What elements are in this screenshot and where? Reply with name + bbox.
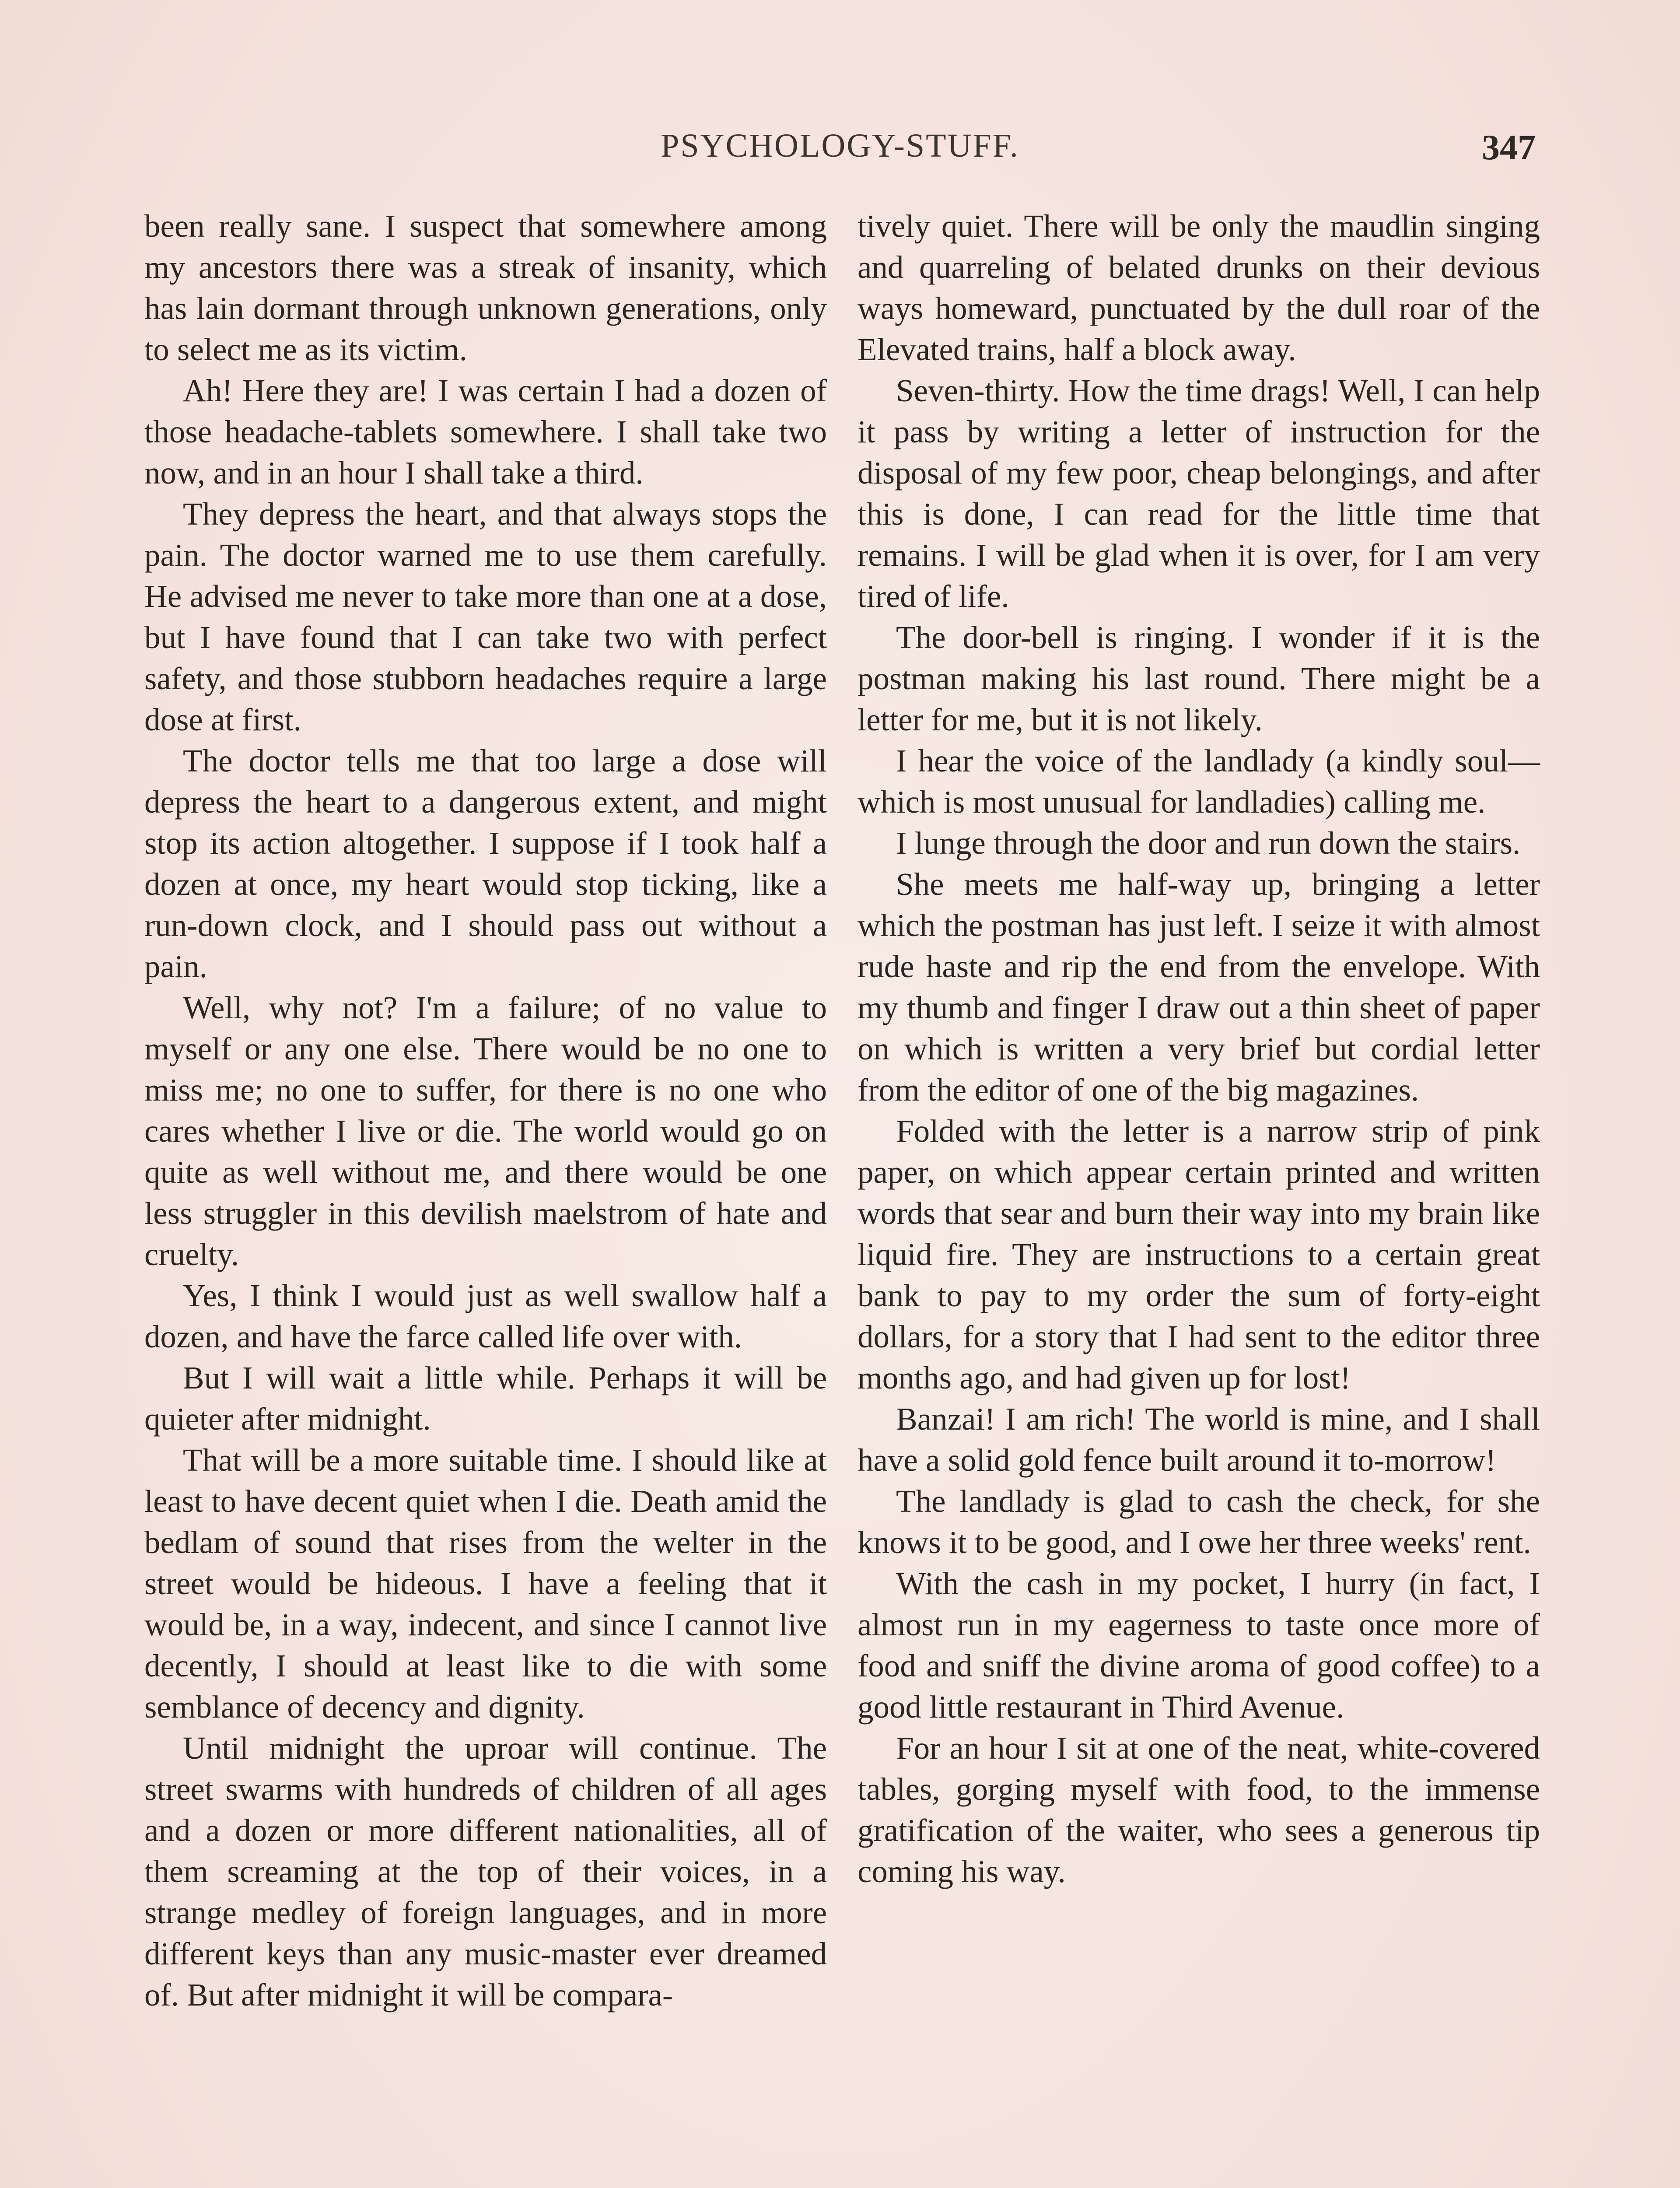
paragraph: Yes, I think I would just as well swallow half a dozen, and have the farce called life over with. <box>144 1278 827 1354</box>
paragraph: tively quiet. There will be only the maudlin singing and quarreling of belated drunks on their devious ways homeward, punctuated by the dull roar of the Elevated trains, half a block away. <box>858 208 1540 367</box>
paragraph: But I will wait a little while. Perhaps it will be quieter after midnight. <box>144 1360 827 1437</box>
page-number: 347 <box>1482 127 1536 167</box>
text-column-right <box>858 206 1540 1892</box>
paragraph: been really sane. I suspect that somewhere among my ancestors there was a streak of insanity, which has lain dormant through unknown generations, only to select me as its victim. <box>144 208 827 367</box>
paragraph: Seven-thirty. How the time drags! Well, I can help it pass by writing a letter of instruction for the disposal of my few poor, cheap belongings, and after this is done, I can read for the little time that remains. I will be glad when it is over, for I am very tired of life. <box>858 373 1540 614</box>
paragraph: Ah! Here they are! I was certain I had a dozen of those headache-tablets somewhere. I shall take two now, and in an hour I shall take a third. <box>144 373 827 491</box>
page-header <box>144 127 1536 175</box>
paragraph: Folded with the letter is a narrow strip of pink paper, on which appear certain printed and written words that sear and burn their way into my brain like liquid fire. They are instructions to a certain great bank to pay to my order the sum of forty-eight dollars, for a story that I had sent to the editor three months ago, and had given up for lost! <box>858 1113 1540 1396</box>
paragraph: The landlady is glad to cash the check, for she knows it to be good, and I owe her three weeks' rent. <box>858 1483 1540 1560</box>
paragraph: Banzai! I am rich! The world is mine, and I shall have a solid gold fence built around it to-morrow! <box>858 1401 1540 1478</box>
paragraph: The door-bell is ringing. I wonder if it is the postman making his last round. There might be a letter for me, but it is not likely. <box>858 620 1540 737</box>
paragraph: Until midnight the uproar will continue. The street swarms with hundreds of children of all ages and a dozen or more different nationalities, all of them screaming at the top of their voices, in a strange medley of foreign languages, and in more different keys than any music-master ever dreamed of. But after midnight it will be compara- <box>144 1730 827 2013</box>
paragraph: The doctor tells me that too large a dose will depress the heart to a dangerous extent, and might stop its action altogether. I suppose if I took half a dozen at once, my heart would stop ticking, like a run-down clock, and I should pass out without a pain. <box>144 743 827 984</box>
paragraph: She meets me half-way up, bringing a letter which the postman has just left. I seize it with almost rude haste and rip the end from the envelope. With my thumb and finger I draw out a thin sheet of paper on which is written a very brief but cordial letter from the editor of one of the big magazines. <box>858 866 1540 1108</box>
paragraph: That will be a more suitable time. I should like at least to have decent quiet when I die. Death amid the bedlam of sound that rises from the welter in the street would be hideous. I have a feeling that it would be, in a way, indecent, and since I cannot live decently, I should at least like to die with some semblance of decency and dignity. <box>144 1442 827 1725</box>
paragraph: They depress the heart, and that always stops the pain. The doctor warned me to use them carefully. He advised me never to take more than one at a dose, but I have found that I can take two with perfect safety, and those stubborn headaches require a large dose at first. <box>144 496 827 737</box>
paragraph: Well, why not? I'm a failure; of no value to myself or any one else. There would be no one to miss me; no one to suffer, for there is no one who cares whether I live or die. The world would go on quite as well without me, and there would be one less struggler in this devilish maelstrom of hate and cruelty. <box>144 990 827 1272</box>
text-column-left <box>144 206 827 2016</box>
paragraph: For an hour I sit at one of the neat, white-covered tables, gorging myself with food, to the immense gratification of the waiter, who sees a generous tip coming his way. <box>858 1730 1540 1889</box>
paragraph: I lunge through the door and run down the stairs. <box>896 825 1521 861</box>
paragraph: I hear the voice of the landlady (a kindly soul—which is most unusual for landladies) calling me. <box>858 743 1540 820</box>
paragraph: With the cash in my pocket, I hurry (in fact, I almost run in my eagerness to taste once more of food and sniff the divine aroma of good coffee) to a good little restaurant in Third Avenue. <box>858 1566 1540 1725</box>
running-head: PSYCHOLOGY-STUFF. <box>661 127 1019 164</box>
